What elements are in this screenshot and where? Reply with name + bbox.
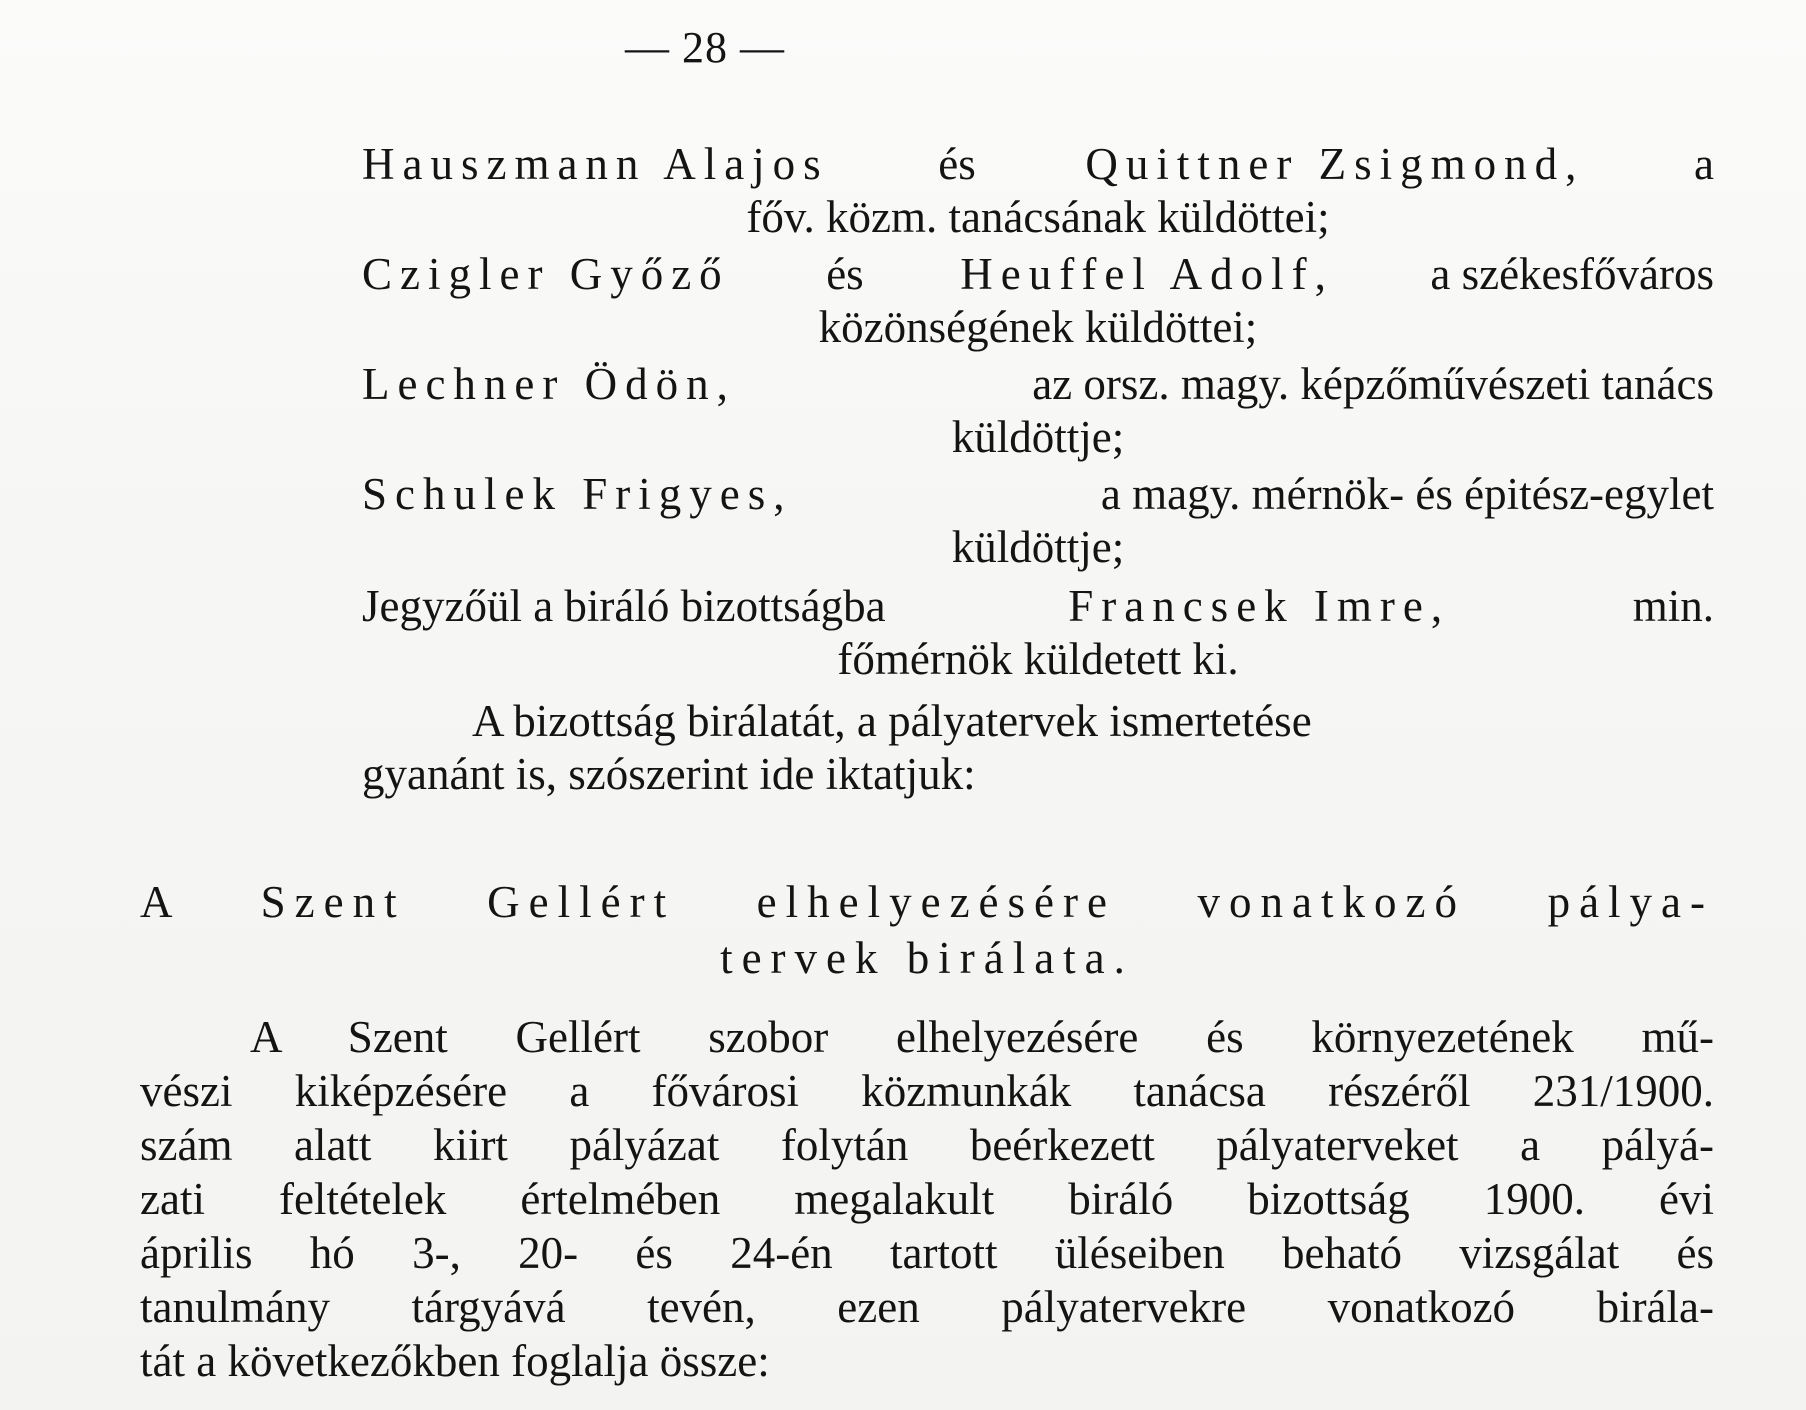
person-name: Lechner Ödön, [362, 359, 736, 409]
intro-paragraph [362, 695, 1714, 801]
entry-continuation: küldöttje; [951, 522, 1125, 572]
section-heading [140, 874, 1714, 986]
body-line: A Szent Gellért szobor elhelyezésére és környezetének mű- [250, 1012, 1714, 1062]
committee-entry [362, 580, 1714, 686]
committee-entry [362, 468, 1714, 574]
entry-lead-text: Jegyzőül a biráló bizottságba [362, 581, 886, 631]
intro-line: gyanánt is, szószerint ide iktatjuk: [362, 749, 976, 799]
body-line: április hó 3-, 20- és 24-én tartott üléseiben beható vizsgálat és [140, 1228, 1714, 1278]
entry-tail-text: a székesfőváros [1430, 249, 1714, 299]
entry-line [362, 580, 1714, 633]
entry-tail-text: a magy. mérnök- és épitész-egylet [1100, 469, 1714, 519]
person-name: Quittner Zsigmond, [1085, 139, 1585, 189]
entry-tail-text: az orsz. magy. képzőművészeti tanács [1032, 359, 1714, 409]
body-line: tanulmány tárgyává tevén, ezen pályatervekre vonatkozó birála- [140, 1282, 1714, 1332]
body-line: zati feltételek értelmében megalakult biráló bizottság 1900. évi [140, 1174, 1714, 1224]
connector-text: és [938, 139, 976, 189]
intro-line: A bizottság birálatát, a pályatervek ismertetése [472, 696, 1312, 746]
committee-entry [362, 138, 1714, 244]
body-paragraph [140, 1010, 1714, 1388]
entry-tail-text: a [1693, 139, 1714, 189]
body-line: szám alatt kiirt pályázat folytán beérkezett pályaterveket a pályá- [140, 1120, 1714, 1170]
entry-line [362, 138, 1714, 191]
entry-line [362, 358, 1714, 411]
person-name: Schulek Frigyes, [362, 469, 793, 519]
committee-entry [362, 358, 1714, 464]
entry-line [362, 248, 1714, 301]
section-heading-line: A Szent Gellért elhelyezésére vonatkozó pálya- [140, 877, 1714, 927]
entry-tail-text: min. [1632, 581, 1714, 631]
entry-continuation: küldöttje; [951, 412, 1125, 462]
connector-text: és [826, 249, 864, 299]
person-name: Hauszmann Alajos [362, 139, 829, 189]
person-name: Czigler Győző [362, 249, 730, 299]
page-number: — 28 — [625, 23, 785, 72]
entry-line [362, 468, 1714, 521]
body-line: tát a következőkben foglalja össze: [140, 1336, 770, 1386]
entry-continuation: közönségének küldöttei; [818, 302, 1258, 352]
person-name: Francsek Imre, [1068, 581, 1451, 631]
body-line: vészi kiképzésére a fővárosi közmunkák tanácsa részéről 231/1900. [140, 1066, 1714, 1116]
committee-entry [362, 248, 1714, 354]
section-heading-line: tervek birálata. [720, 933, 1134, 983]
entry-continuation: főv. közm. tanácsának küldöttei; [746, 192, 1330, 242]
person-name: Heuffel Adolf, [960, 249, 1334, 299]
entry-continuation: főmérnök küldetett ki. [837, 634, 1239, 684]
